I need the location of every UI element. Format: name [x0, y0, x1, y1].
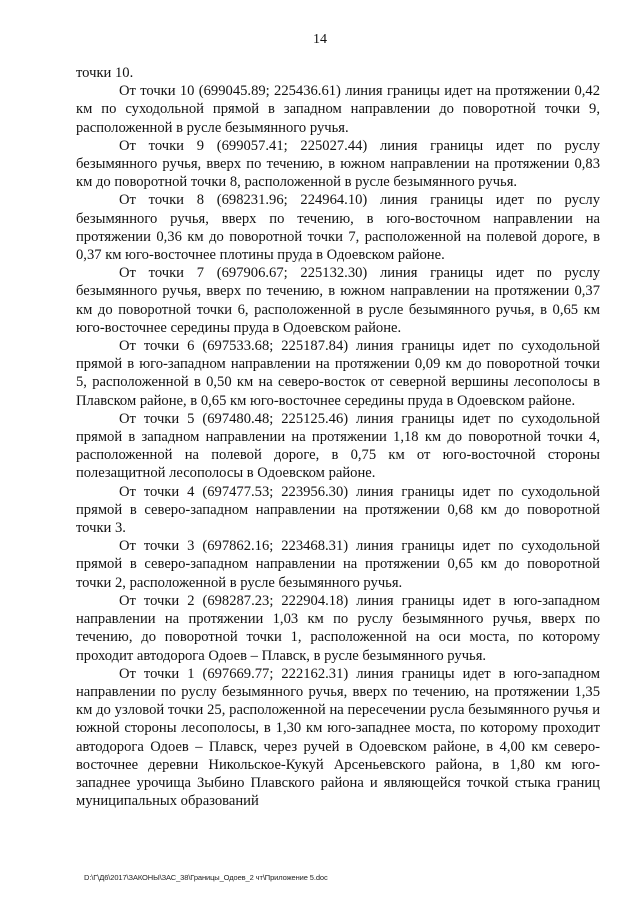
paragraph-point-3: От точки 3 (697862.16; 223468.31) линия границы идет по суходольной прямой в северо-западном направлении на протяжении 0,65 км до поворотной точки 2, расположенной в русле безымянного ручья.: [76, 538, 600, 591]
paragraph-point-4: От точки 4 (697477.53; 223956.30) линия границы идет по суходольной прямой в северо-западном направлении на протяжении 0,68 км до поворотной точки 3.: [76, 483, 600, 537]
paragraph-point-10: От точки 10 (699045.89; 225436.61) линия границы идет на протяжении 0,42 км по суходольной прямой в западном направлении до поворотной точки 9, расположенной в русле безымянного ручья.: [76, 83, 600, 136]
paragraph-point-7: От точки 7 (697906.67; 225132.30) линия границы идет по руслу безымянного ручья, вверх по течению, в южном направлении на протяжении 0,37 км до поворотной точки 6, расположенной в русле безымянного ручья, в 0,65 км юго-восточнее середины пруда в Одоевском районе.: [76, 265, 600, 336]
page-number: 14: [313, 32, 327, 47]
paragraph-point-5: От точки 5 (697480.48; 225125.46) линия границы идет по суходольной прямой в западном направлении на протяжении 1,18 км до поворотной точки 4, расположенной на полевой дороге, в 0,75 км от юго-восточной стороны полезащитной лесополосы в Одоевском районе.: [76, 410, 600, 482]
footer-file-path: D:\Г\Д6\2017\ЗАКОНЫ\ЗАС_38\Границы_Одоев_2 чт\Приложение 5.doc: [84, 873, 328, 882]
paragraph-point-8: От точки 8 (698231.96; 224964.10) линия границы идет по руслу безымянного ручья, вверх по течению, в юго-восточном направлении на протяжении 0,36 км до поворотной точки 7, расположенной на полевой дороге, в 0,37 км юго-восточнее плотины пруда в Одоевском районе.: [76, 192, 600, 264]
paragraph-continuation: точки 10.: [76, 65, 134, 81]
paragraph-point-2: От точки 2 (698287.23; 222904.18) линия границы идет в юго-западном направлении на протяжении 1,03 км по руслу безымянного ручья, вверх по течению, до поворотной точки 1, расположенной на оси моста, по которому проходит автодорога Одоев – Плавск, в русле безымянного ручья.: [76, 592, 600, 664]
paragraph-point-9: От точки 9 (699057.41; 225027.44) линия границы идет по руслу безымянного ручья, вверх по течению, в южном направлении на протяжении 0,83 км до поворотной точки 8, расположенной в русле безымянного ручья.: [76, 137, 600, 191]
paragraph-point-1: От точки 1 (697669.77; 222162.31) линия границы идет в юго-западном направлении по руслу безымянного ручья, вверх по течению, на протяжении 1,35 км до узловой точки 25, расположенной на пересечении русла безымянного ручья и южной стороны лесополосы, в 1,30 км юго-западнее моста, по которому проходит автодорога Одоев – Плавск, через ручей в Одоевском районе, в 4,00 км северо-восточнее деревни Никольское-Кукуй Арсеньевского района, в 1,80 км юго-западнее урочища Зыбино Плавского района и являющейся точкой стыка границ муниципальных образований: [76, 665, 600, 810]
paragraph-point-6: От точки 6 (697533.68; 225187.84) линия границы идет по суходольной прямой в юго-западном направлении на протяжении 0,09 км до поворотной точки 5, расположенной в 0,50 км на северо-восток от северной вершины лесополосы в Плавском районе, в 0,65 км юго-восточнее середины пруда в Одоевском районе.: [76, 338, 600, 409]
document-body: [76, 64, 600, 810]
